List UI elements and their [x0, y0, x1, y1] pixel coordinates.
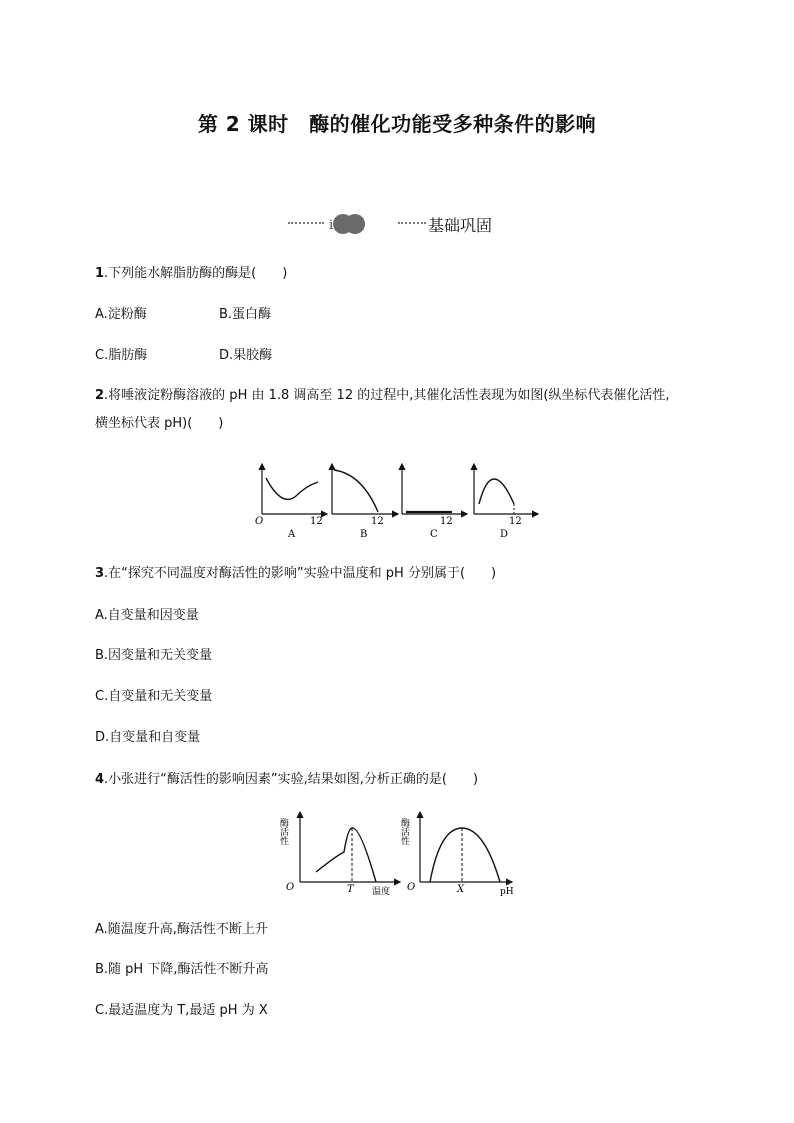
question-2-stem-line1 [95, 386, 670, 406]
q4-option-a[interactable]: A.随温度升高,酶活性不断上升 [95, 922, 268, 937]
q4-temperature-curve [316, 828, 376, 882]
question-4-stem [95, 770, 478, 790]
q2-panel-d [474, 464, 538, 540]
y-axis-label: 酶活性 [399, 818, 409, 845]
panel-label: D [500, 529, 509, 540]
q2-figure [252, 458, 544, 542]
question-number: 1 [95, 266, 105, 281]
q1-option-d[interactable]: D.果胶酶 [219, 348, 273, 363]
page-title: 第 2 课时 酶的催化功能受多种条件的影响 [197, 112, 597, 136]
x-axis-label: pH [500, 887, 514, 897]
q3-option-c[interactable]: C.自变量和无关变量 [95, 689, 213, 704]
q2-panel-b [332, 464, 398, 540]
y-axis-label: 酶活性 [278, 818, 288, 845]
question-text: .在“探究不同温度对酶活性的影响”实验中温度和 pH 分别属于( ) [104, 566, 497, 581]
q2-curve-a [266, 478, 318, 499]
x-max-label: 12 [371, 516, 384, 527]
q4-ph-curve [430, 828, 500, 882]
origin-label: O [286, 882, 295, 893]
section-banner [288, 210, 518, 238]
q2-curve-d [479, 479, 514, 504]
peak-label: T [347, 884, 354, 895]
q3-option-d[interactable]: D.自变量和自变量 [95, 730, 201, 745]
origin-label: O [255, 516, 264, 527]
peak-label: X [457, 884, 465, 895]
question-number: 4 [95, 772, 105, 787]
q2-curve-b [334, 470, 378, 512]
dotted-divider [398, 222, 426, 224]
q4-option-c[interactable]: C.最适温度为 T,最适 pH 为 X [95, 1003, 268, 1018]
q4-option-b[interactable]: B.随 pH 下降,酶活性不断升高 [95, 962, 269, 977]
question-text: .小张进行“酶活性的影响因素”实验,结果如图,分析正确的是( ) [104, 772, 479, 787]
x-max-label: 12 [509, 516, 522, 527]
panel-label: A [288, 529, 296, 540]
q1-option-b[interactable]: B.蛋白酶 [219, 307, 272, 322]
q1-option-a[interactable]: A.淀粉酶 [95, 307, 147, 322]
q4-temperature-plot [278, 812, 400, 897]
dotted-divider [288, 222, 324, 224]
question-3-stem [95, 564, 496, 584]
question-text: .将唾液淀粉酶溶液的 pH 由 1.8 调高至 12 的过程中,其催化活性表现为如图(纵坐标代表催化活性, [104, 388, 670, 403]
question-2-stem-line2: 横坐标代表 pH)( ) [95, 416, 224, 431]
question-number: 3 [95, 566, 105, 581]
question-1-stem [95, 264, 287, 284]
q4-figure [280, 808, 520, 900]
panel-label: C [430, 529, 438, 540]
section-badge-icon [326, 210, 368, 238]
q2-panel-c [402, 464, 467, 540]
panel-label: B [360, 529, 368, 540]
question-number: 2 [95, 388, 105, 403]
q1-option-c[interactable]: C.脂肪酶 [95, 348, 148, 363]
section-label: 基础巩固 [428, 216, 493, 235]
x-max-label: 12 [440, 516, 453, 527]
question-text: .下列能水解脂肪酶的酶是( ) [104, 266, 288, 281]
x-axis-label: 温度 [372, 887, 391, 897]
origin-label: O [407, 882, 416, 893]
q2-panel-a [255, 464, 327, 540]
q4-ph-plot [399, 812, 514, 897]
x-max-label: 12 [310, 516, 323, 527]
q3-option-a[interactable]: A.自变量和因变量 [95, 608, 199, 623]
q3-option-b[interactable]: B.因变量和无关变量 [95, 648, 213, 663]
badge-letter: i [329, 218, 334, 233]
